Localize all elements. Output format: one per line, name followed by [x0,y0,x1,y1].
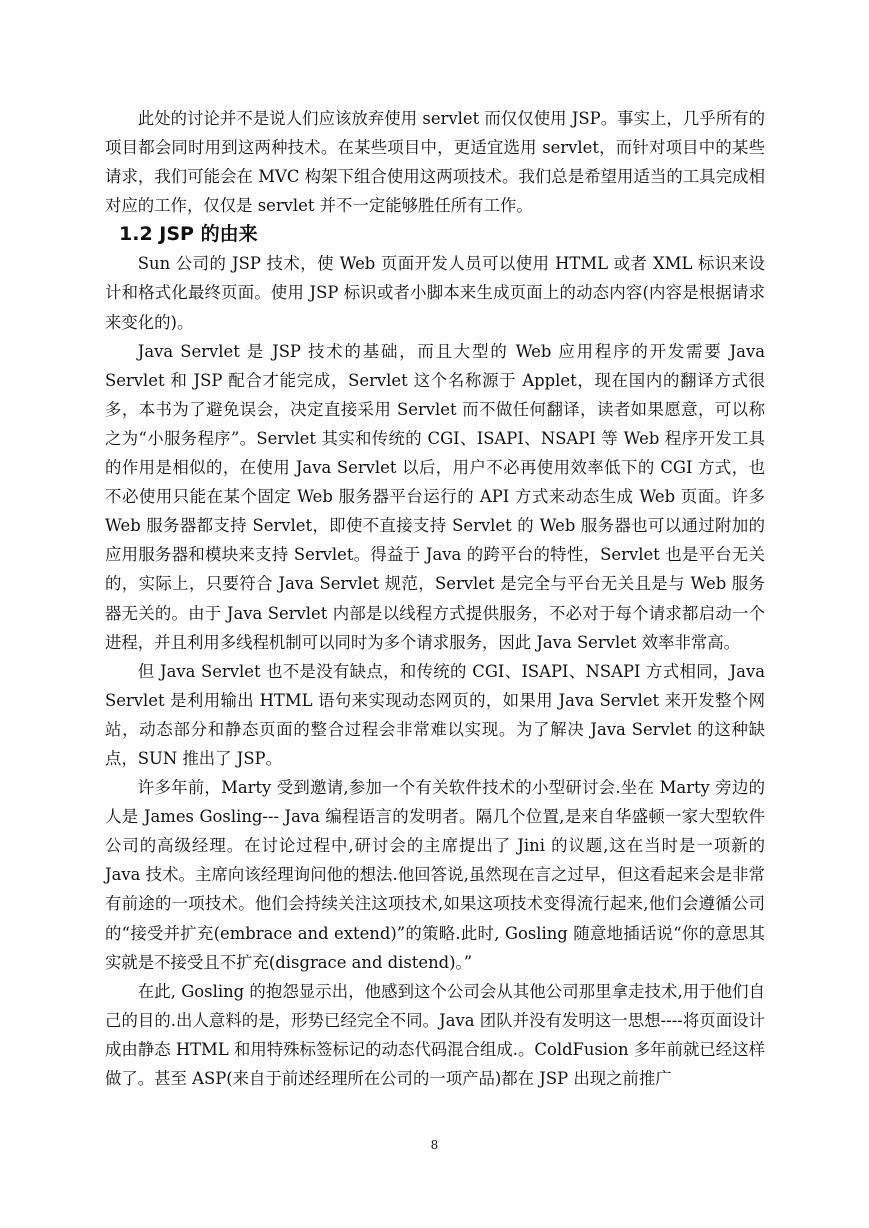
paragraph: 许多年前，Marty 受到邀请,参加一个有关软件技术的小型研讨会.坐在 Marty 旁边的人是 James Gosling--- Java 编程语言的发明者。隔几个位置,是来自华盛顿一家大型软件公司的高级经理。在讨论过程中,研讨会的主席提出了 Jini 的议题,这在当时是一项新的 Java 技术。主席向该经理询问他的想法.他回答说,虽然现在言之过早，但这看起来会是非常有前途的一项技术。他们会持续关注这项技术,如果这项技术变得流行起来,他们会遵循公司的“接受并扩充(embrace and extend)”的策略.此时, Gosling 随意地插话说“你的意思其实就是不接受且不扩充(disgrace and distend)。” [105,778,765,972]
paragraph: 但 Java Servlet 也不是没有缺点，和传统的 CGI、ISAPI、NSAPI 方式相同，Java Servlet 是利用输出 HTML 语句来实现动态网页的，如果用 Java Servlet 来开发整个网站，动态部分和静态页面的整合过程会非常难以实现。为了解决 Java Servlet 的这种缺点，SUN 推出了 JSP。 [105,661,765,768]
page-body [105,104,765,1093]
paragraph: 此处的讨论并不是说人们应该放弃使用 servlet 而仅仅使用 JSP。事实上，几乎所有的项目都会同时用到这两种技术。在某些项目中，更适宜选用 servlet，而针对项目中的某些请求，我们可能会在 MVC 构架下组合使用这两项技术。我们总是希望用适当的工具完成相对应的工作，仅仅是 servlet 并不一定能够胜任所有工作。 [105,109,765,216]
page-number: 8 [430,1138,439,1152]
paragraph: Java Servlet 是 JSP 技术的基础，而且大型的 Web 应用程序的开发需要 Java Servlet 和 JSP 配合才能完成，Servlet 这个名称源于 Applet，现在国内的翻译方式很多，本书为了避免误会，决定直接采用 Servlet 而不做任何翻译，读者如果愿意，可以称之为“小服务程序”。Servlet 其实和传统的 CGI、ISAPI、NSAPI 等 Web 程序开发工具的作用是相似的，在使用 Java Servlet 以后，用户不必再使用效率低下的 CGI 方式，也不必使用只能在某个固定 Web 服务器平台运行的 API 方式来动态生成 Web 页面。许多 Web 服务器都支持 Servlet，即使不直接支持 Servlet 的 Web 服务器也可以通过附加的应用服务器和模块来支持 Servlet。得益于 Java 的跨平台的特性，Servlet 也是平台无关的，实际上，只要符合 Java Servlet 规范，Servlet 是完全与平台无关且是与 Web 服务器无关的。由于 Java Servlet 内部是以线程方式提供服务，不必对于每个请求都启动一个进程，并且利用多线程机制可以同时为多个请求服务，因此 Java Servlet 效率非常高。 [105,341,765,652]
section-heading: 1.2 JSP 的由来 [119,223,258,246]
paragraph: Sun 公司的 JSP 技术，使 Web 页面开发人员可以使用 HTML 或者 XML 标识来设计和格式化最终页面。使用 JSP 标识或者小脚本来生成页面上的动态内容(内容是根据请求来变化的)。 [105,254,765,332]
paragraph: 在此, Gosling 的抱怨显示出，他感到这个公司会从其他公司那里拿走技术,用于他们自己的目的.出人意料的是，形势已经完全不同。Java 团队并没有发明这一思想----将页面设计成由静态 HTML 和用特殊标签标记的动态代码混合组成.。ColdFusion 多年前就已经这样做了。甚至 ASP(来自于前述经理所在公司的一项产品)都在 JSP 出现之前推广 [105,981,765,1088]
